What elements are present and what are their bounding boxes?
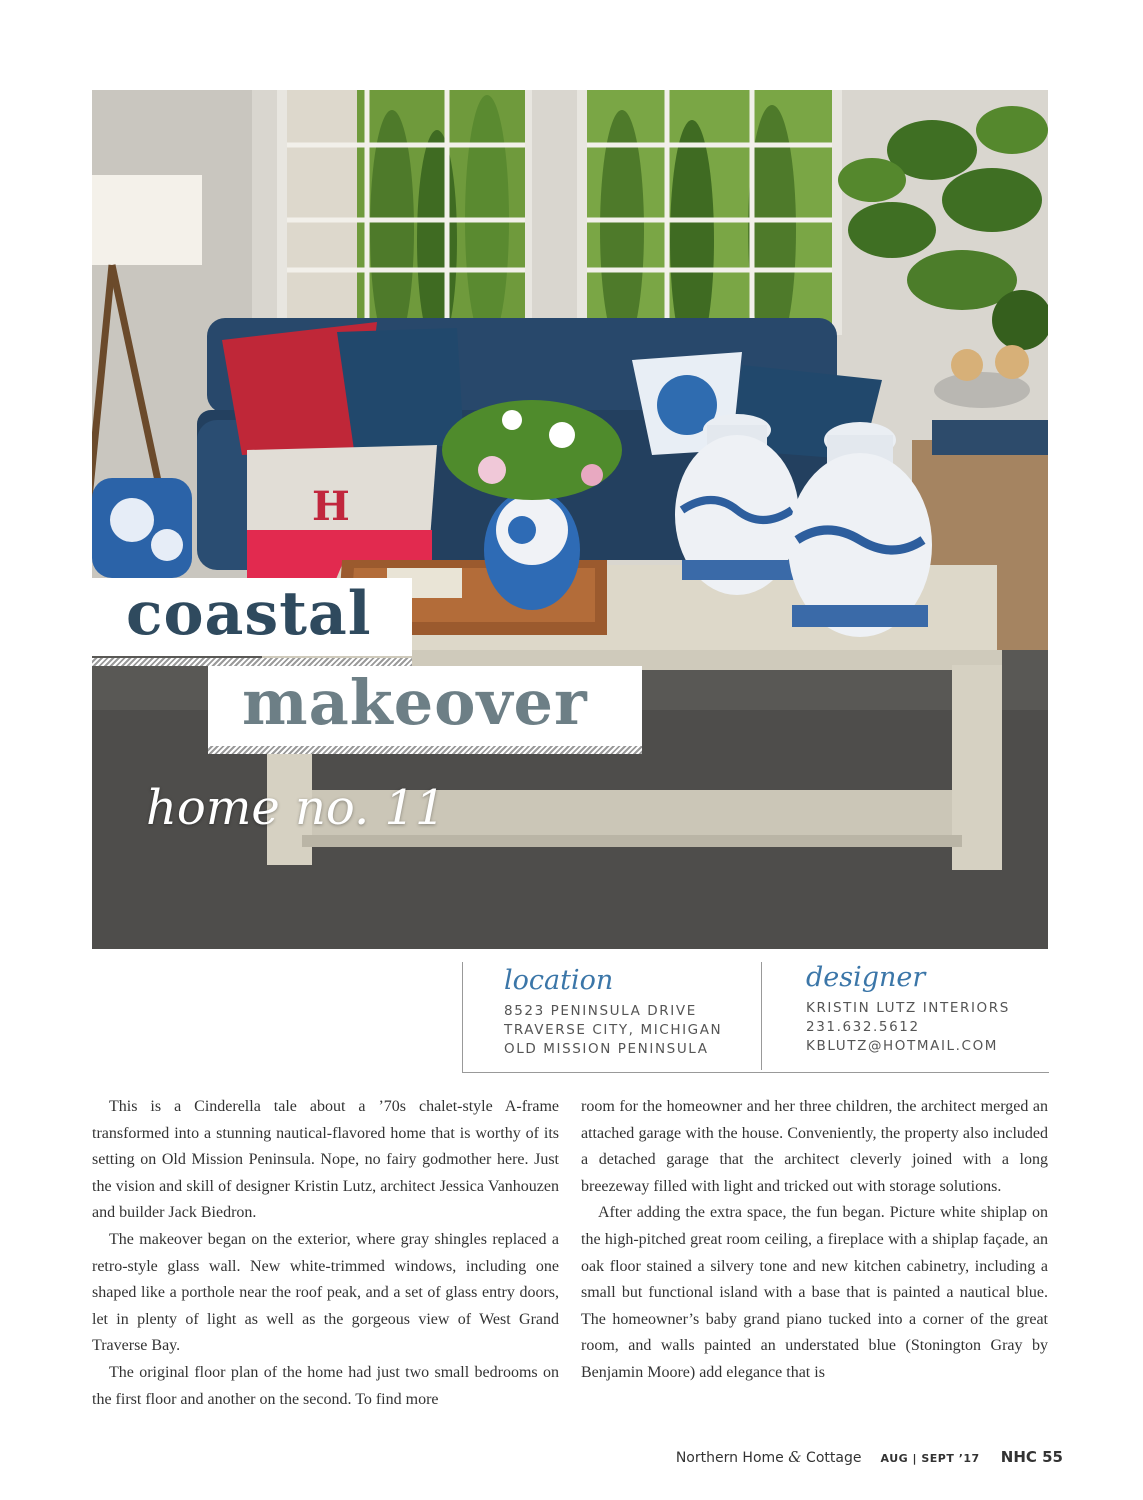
location-line: TRAVERSE CITY, MICHIGAN — [504, 1022, 723, 1038]
title-stripe-2 — [208, 746, 642, 754]
designer-heading: designer — [806, 962, 926, 993]
title-stripe-1 — [92, 658, 412, 666]
home-number-subtitle: home no. 11 — [146, 780, 446, 836]
title-line-coastal: coastal — [92, 578, 412, 656]
article-paragraph: The original floor plan of the home had just two small bedrooms on the first floor and another on the second. To find more — [92, 1363, 559, 1408]
article-paragraph: After adding the extra space, the fun began. Picture white shiplap on the high-pitched great room ceiling, a fireplace with a shiplap façade, an oak floor stained a silvery tone and new kitchen cabinetry, including a small but functional island with a base that is painted a nautical blue. The homeowner’s baby grand piano tucked into a corner of the great room, and walls painted an understated blue (Stonington Gray by Benjamin Moore) add elegance that is — [581, 1204, 1048, 1381]
garden-stool — [92, 478, 192, 578]
page-number: NHC 55 — [1000, 1448, 1063, 1466]
designer-phone: 231.632.5612 — [806, 1019, 920, 1035]
article-column-right — [581, 1094, 1048, 1387]
page-footer — [676, 1447, 1063, 1466]
designer-name: KRISTIN LUTZ INTERIORS — [806, 1000, 1010, 1016]
blanket-letter: H — [312, 483, 350, 530]
designer-email: KBLUTZ@HOTMAIL.COM — [806, 1038, 999, 1054]
title-line-makeover: makeover — [208, 666, 642, 746]
info-panel — [462, 962, 1049, 1073]
location-line: OLD MISSION PENINSULA — [504, 1041, 709, 1057]
location-line: 8523 PENINSULA DRIVE — [504, 1003, 697, 1019]
article-paragraph: The makeover began on the exterior, where gray shingles replaced a retro-style glass wall. New white-trimmed windows, including one shaped like a porthole near the roof peak, and a set of glass entry doors, let in plenty of light as well as the gorgeous view of West Grand Traverse Bay. — [92, 1230, 559, 1355]
hero-photo — [92, 90, 1048, 949]
article-paragraph: room for the homeowner and her three children, the architect merged an attached garage with the house. Conveniently, the property also included a detached garage that the architect cleverly joined with a long breezeway filled with light and tricked out with storage solutions. — [581, 1098, 1048, 1195]
article-paragraph: This is a Cinderella tale about a ’70s chalet-style A-frame transformed into a stunning nautical-flavored home that is worthy of its setting on Old Mission Peninsula. Nope, no fairy godmother here. Just the vision and skill of designer Kristin Lutz, architect Jessica Vanhouzen and builder Jack Biedron. — [92, 1098, 559, 1222]
magazine-name-part2: Cottage — [801, 1450, 862, 1466]
issue-date: AUG | SEPT ’17 — [880, 1452, 980, 1465]
magazine-name-ampersand: & — [788, 1448, 802, 1466]
designer-block — [761, 962, 1010, 1070]
article-column-left — [92, 1094, 559, 1413]
magazine-name-part1: Northern Home — [675, 1450, 789, 1466]
location-heading: location — [504, 965, 614, 996]
location-block — [504, 962, 722, 1059]
